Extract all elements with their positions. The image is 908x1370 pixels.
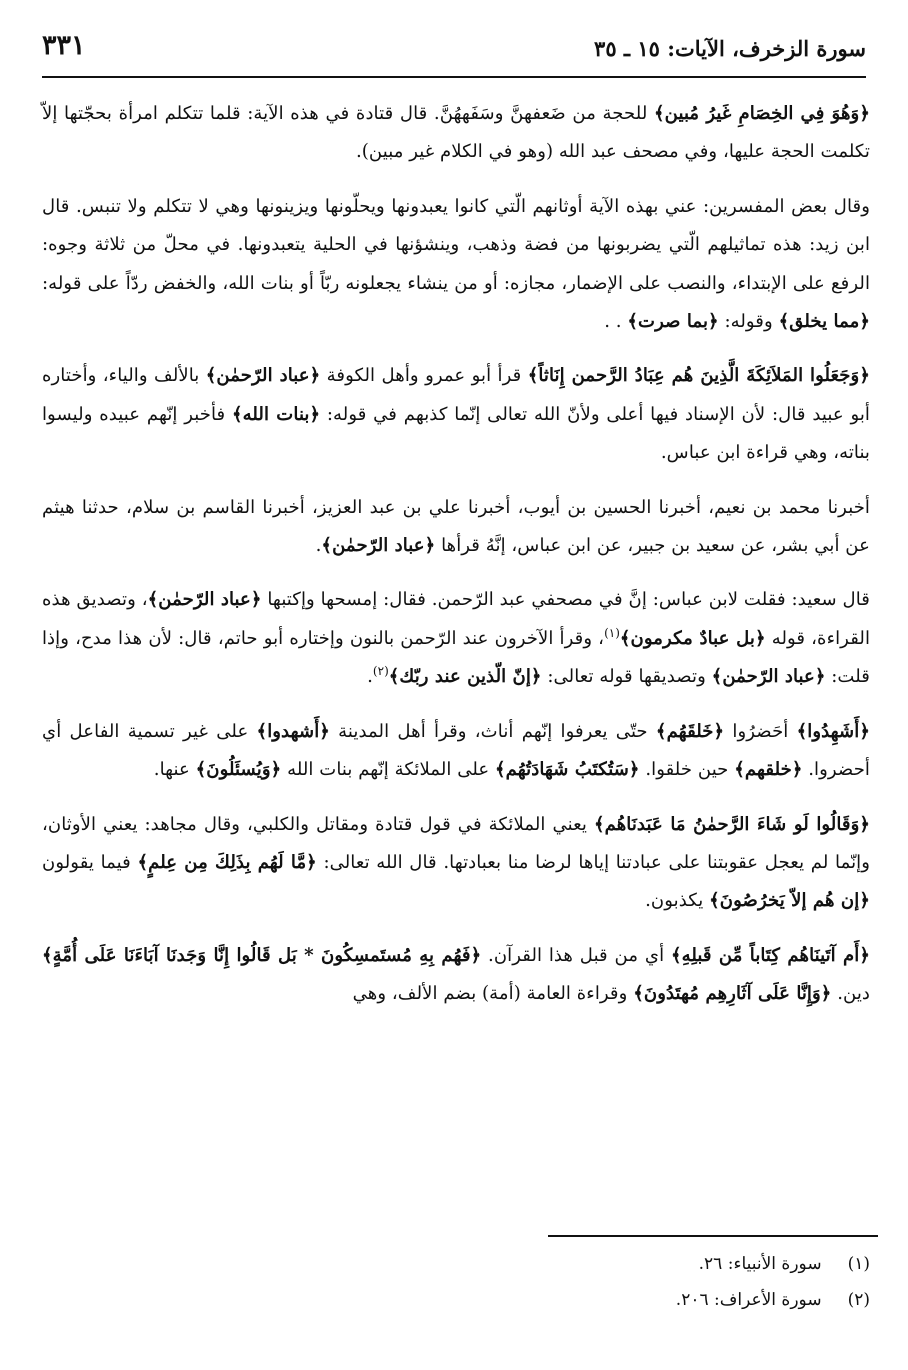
quran-quote: ﴿سَتُكتَبُ شَهَادَتُهُم﴾ [495, 759, 640, 781]
text-run: دين. [831, 983, 870, 1005]
footnote-ref: (١) [604, 625, 620, 640]
footnote-text: سورة الأعراف: ٢٠٦. [675, 1290, 822, 1310]
quran-quote: ﴿مما يخلق﴾ [778, 311, 870, 333]
body-text [42, 95, 870, 1030]
footnotes [42, 1246, 870, 1318]
quran-quote: ﴿بنات الله﴾ [231, 403, 321, 425]
quran-quote: ﴿بل عبادٌ مكرمون﴾ [619, 627, 766, 649]
quran-quote: ﴿وَيُسئَلُونَ﴾ [195, 759, 282, 781]
quran-quote: ﴿بما صرت﴾ [627, 311, 719, 333]
quran-quote: ﴿خلقهم﴾ [734, 759, 803, 781]
paragraph [42, 713, 870, 790]
text-run: للحجة من ضَعفهنَّ وسَفَههُنَّ. قال قتادة في هذه الآية: قلما تتكلم امرأة بحجّتها إلاّ تكلمت الحجة عليها، وفي مصحف عبد الله (وهو في الكلام غير مبين). [42, 103, 870, 163]
quran-quote: ﴿وَهُوَ فِي الخِصَامِ غَيرُ مُبين﴾ [653, 103, 870, 124]
quran-quote: ﴿عباد الرّحمٰن﴾ [205, 365, 321, 387]
text-run: . [367, 666, 373, 688]
quran-quote: ﴿وَإِنَّا عَلَى آثَارِهِم مُهتَدُونَ﴾ [633, 983, 832, 1005]
text-run: وقوله: [718, 311, 779, 333]
text-run: . [315, 535, 322, 557]
quran-quote: ﴿أَم آتَينَاهُم كِتَاباً مِّن قَبلِهِ﴾ [670, 944, 870, 966]
paragraph [42, 95, 870, 172]
quran-quote: ﴿وَجَعَلُوا المَلاَئِكَةَ الَّذِينَ هُم عِبَادُ الرَّحمن إِنَاثاً﴾ [527, 365, 870, 387]
quran-quote: ﴿إن هُم إلاّ يَخرُصُونَ﴾ [709, 890, 870, 912]
text-run: ، وتصديق هذه القراءة، قوله [42, 589, 871, 649]
paragraph [42, 581, 870, 696]
footnote-item [42, 1282, 870, 1318]
text-run: يكذبون. [645, 890, 710, 912]
paragraph [42, 937, 870, 1014]
text-run: يعني الملائكة في قول قتادة ومقاتل والكلبي، وقال مجاهد: يعني الأوثان، وإنّما لم يعجل عقوبتنا على عبادتنا إياها لرضا منا بعبادتها. قال الله تعالى: [42, 813, 870, 873]
text-run: على غير تسمية الفاعل أي أحضروا. [42, 720, 870, 781]
paragraph [42, 188, 870, 342]
footnote-number: (٢) [847, 1290, 870, 1310]
quran-quote: ﴿عباد الرّحمٰن﴾ [711, 666, 826, 688]
running-title: سورة الزخرف، الآيات: ١٥ ـ ٣٥ [594, 36, 866, 61]
text-run: فيما يقولون [42, 851, 138, 873]
text-run: قال سعيد: فقلت لابن عباس: إنَّ في مصحفي عبد الرّحمن. فقال: إمسحها وإكتبها [261, 589, 871, 611]
text-run: أحَضرُوا [724, 720, 797, 742]
footnote-ref: (٢) [372, 664, 389, 679]
quran-quote: ﴿مَّا لَهُم بِذَلِكَ مِن عِلمٍ﴾ [137, 851, 317, 873]
text-run: ، وقرأ الآخرون عند الرّحمن بالنون وإختاره أبو حاتم، قال: لأن هذا مدح، وإذا قلت: [42, 627, 870, 688]
text-run: قرأ أبو عمرو وأهل الكوفة [320, 365, 528, 387]
text-run: عنها. [153, 759, 196, 781]
paragraph [42, 357, 870, 472]
quran-quote: ﴿خَلقَهُم﴾ [655, 720, 725, 742]
text-run: أي من قبل هذا القرآن. [481, 944, 671, 966]
footnote-divider [548, 1235, 878, 1237]
footnote-item [42, 1246, 870, 1282]
text-run: أخبرنا محمد بن نعيم، أخبرنا الحسين بن أيوب، أخبرنا علي بن عبد العزيز، أخبرنا القاسم بن سلام، حدثنا هيثم عن أبي بشر، عن سعيد بن جبير، عن ابن عباس، إنَّهُ قرأها [42, 496, 870, 557]
text-run: وتصديقها قوله تعالى: [541, 666, 712, 688]
text-run: بالألف والياء، وأختاره أبو عبيد قال: لأن الإسناد فيها أعلى ولأنّ الله تعالى إنّما كذبهم في قوله: [42, 365, 870, 425]
footnote-text: سورة الأنبياء: ٢٦. [698, 1254, 822, 1274]
text-run: وقراءة العامة (أمة) بضم الألف، وهي [352, 983, 634, 1005]
quran-quote: ﴿عباد الرّحمٰن﴾ [321, 535, 436, 557]
quran-quote: ﴿فَهُم بِهِ مُستَمسِكُونَ * بَل قَالُوا إِنَّا وَجَدنَا آبَاءَنَا عَلَى أُمَّةٍ﴾ [42, 944, 482, 966]
page-header [42, 28, 866, 78]
paragraph [42, 806, 870, 921]
paragraph [42, 489, 870, 566]
footnote-number: (١) [847, 1254, 870, 1274]
quran-quote: ﴿وَقَالُوا لَو شَاءَ الرَّحمٰنُ مَا عَبَدنَاهُم﴾ [593, 813, 871, 835]
quran-quote: ﴿عباد الرّحمٰن﴾ [147, 589, 262, 611]
text-run: وقال بعض المفسرين: عني بهذه الآية أوثانهم الّتي كانوا يعبدونها ويحلّونها ويزينونها وهي لا تتكلم ولا تنبس. قال ابن زيد: هذه تماثيلهم الّتي يضربونها من فضة وذهب، وينشؤنها في الحلية يتعبدونها. في محلّ من ثلاثة وجوه: الرفع على الإبتداء، والنصب على الإضمار، مجازه: أو من ينشاء يجعلونه ربّاً أو بنات الله، والخفض ردّاً على قوله: [42, 195, 870, 294]
text-run: . . [604, 311, 628, 333]
page-number: ٣٣١ [42, 30, 86, 61]
quran-quote: ﴿إنّ الّذين عند ربّك﴾ [388, 666, 542, 688]
text-run: على الملائكة إنّهم بنات الله [281, 759, 496, 781]
text-run: فأخبر إنّهم عبيده وليسوا بناته، وهي قراءة ابن عباس. [42, 403, 870, 464]
quran-quote: ﴿أَشهدوا﴾ [256, 720, 330, 742]
text-run: حين خلقوا. [639, 759, 735, 781]
text-run: حتّى يعرفوا إنّهم أناث، وقرأ أهل المدينة [329, 720, 656, 742]
quran-quote: ﴿أَشَهِدُوا﴾ [796, 720, 870, 742]
